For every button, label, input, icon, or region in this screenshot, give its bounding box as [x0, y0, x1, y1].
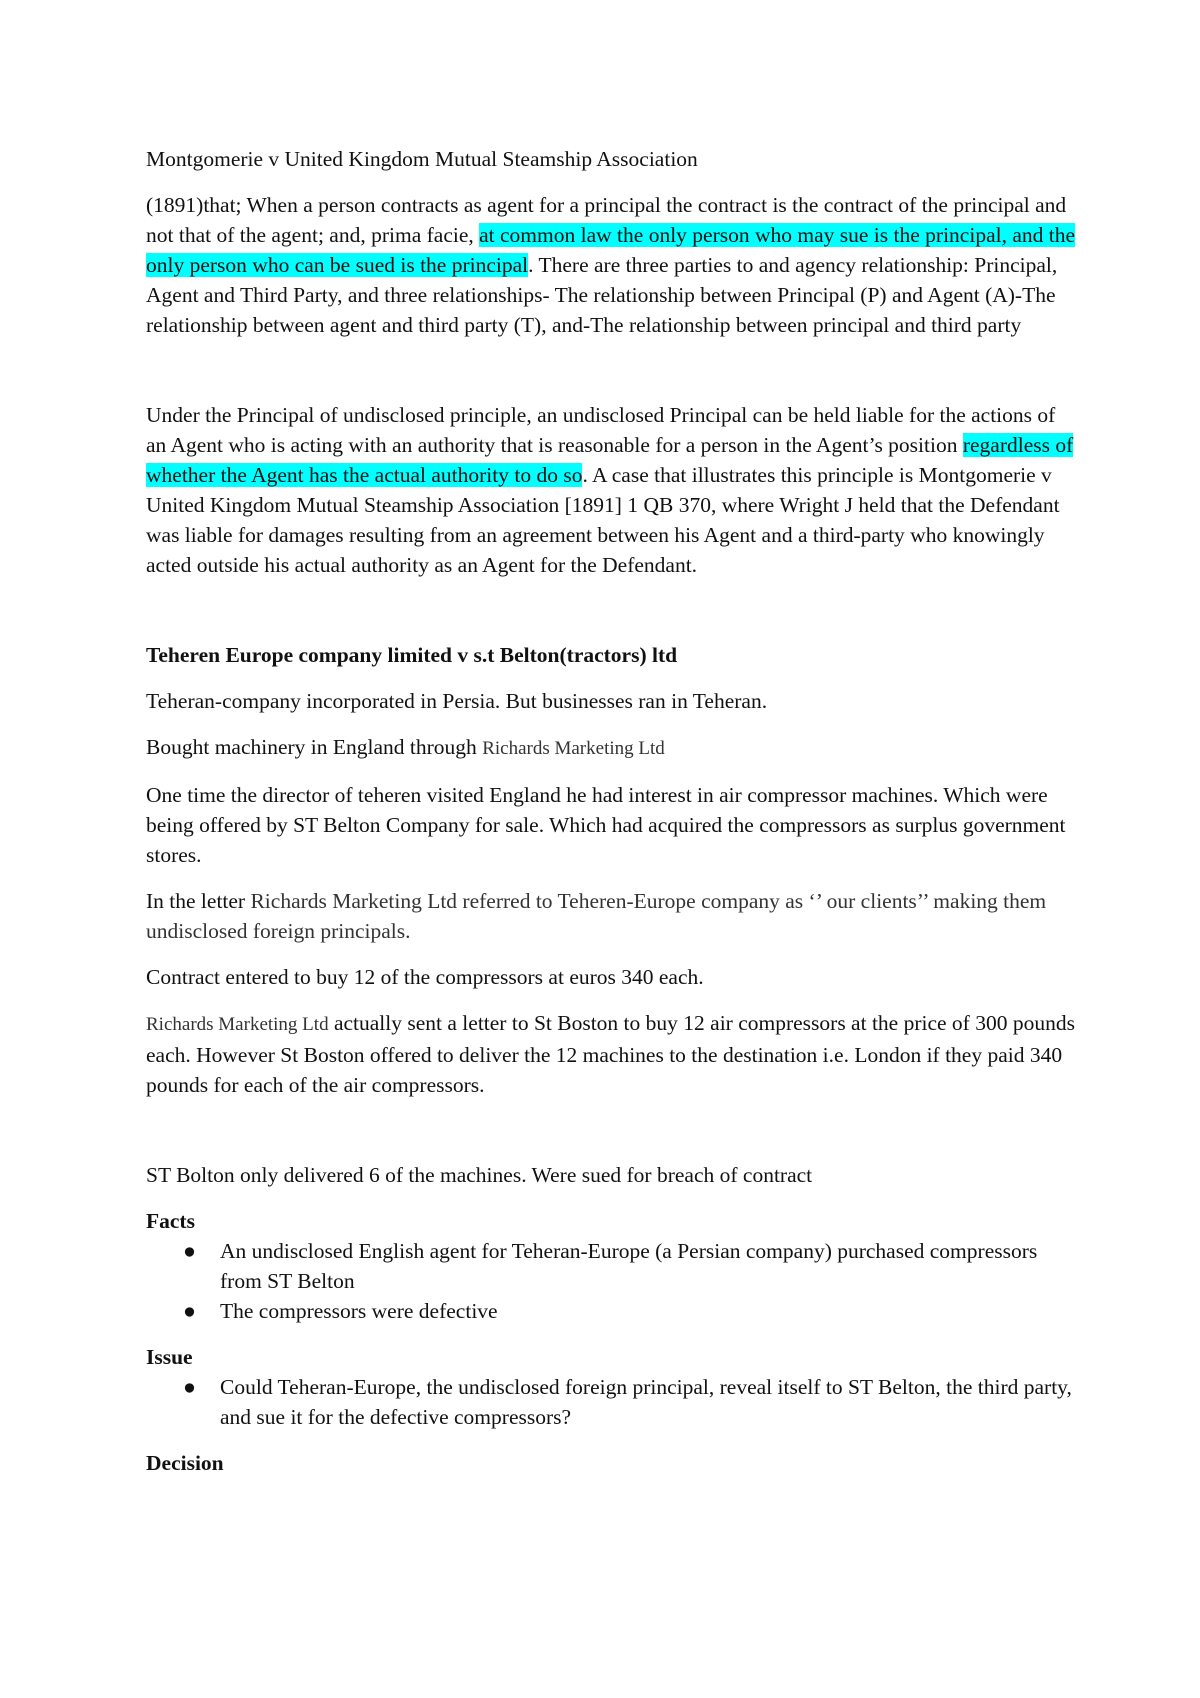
issue-list: [146, 1372, 1076, 1432]
paragraph-undisclosed-principal: [146, 400, 1076, 580]
paragraph-contract: Contract entered to buy 12 of the compressors at euros 340 each.: [146, 965, 704, 989]
agent-name: Richards Marketing Ltd: [146, 1014, 329, 1035]
paragraph-text: Bought machinery in England through: [146, 735, 483, 759]
paragraph-text: Under the Principal of undisclosed principle, an undisclosed Principal can be held liable for the actions of an Agent who is acting with an authority that is reasonable for a person in the Agent’s position: [146, 403, 1056, 457]
case-title-paragraph: Montgomerie v United Kingdom Mutual Steamship Association: [146, 147, 698, 171]
list-item-text: An undisclosed English agent for Teheran-Europe (a Persian company) purchased compressors from ST Belton: [220, 1239, 1038, 1293]
case-heading: Teheren Europe company limited v s.t Belton(tractors) ltd: [146, 643, 678, 667]
paragraph-montgomerie: [146, 190, 1076, 340]
bullet-icon: ●: [183, 1375, 196, 1399]
paragraph-delivery: ST Bolton only delivered 6 of the machines. Were sued for breach of contract: [146, 1163, 813, 1187]
list-item-text: The compressors were defective: [220, 1299, 498, 1323]
paragraph-agent-letter: [146, 1008, 1076, 1100]
paragraph-text: . A case that illustrates this principle is Montgomerie v United Kingdom Mutual Steamship Association [1891] 1 QB 370, where Wright J held that the Defendant was liable for damages resulting from an agreement between his Agent and a third-party who knowingly acted outside his actual authority as an Agent for the Defendant.: [146, 463, 1060, 577]
paragraph-letter: [146, 886, 1076, 946]
list-item: [146, 1296, 1076, 1326]
paragraph-text: (1891)that; When a person contracts as agent for a principal the contract is the contract of the principal and not that of the agent; and, prima facie,: [146, 193, 1067, 247]
paragraph-text: actually sent a letter to St Boston to buy 12 air compressors at the price of 300 pounds each. However St Boston offered to deliver the 12 machines to the destination i.e. London if they paid 340 pounds for each of the air compressors.: [146, 1011, 1075, 1097]
facts-list: [146, 1236, 1076, 1326]
paragraph-text: In the letter: [146, 889, 251, 913]
paragraph-text: . There are three parties to and agency relationship: Principal, Agent and Third Party, and three relationships- The relationship between Principal (P) and Agent (A)-The relationship between agent and third party (T), and-The relationship between principal and third party: [146, 253, 1058, 337]
document-body: [146, 144, 1076, 1478]
paragraph-director-visit: One time the director of teheren visited England he had interest in air compressor machines. Which were being offered by ST Belton Company for sale. Which had acquired the compressors as surplus government stores.: [146, 783, 1066, 867]
highlighted-text: at common law the only person who may sue is the principal, and the only person who can be sued is the principal: [146, 223, 1076, 277]
issue-heading: Issue: [146, 1345, 193, 1369]
bullet-icon: ●: [183, 1239, 196, 1263]
agent-name: Richards Marketing Ltd: [482, 738, 665, 759]
list-item: [146, 1372, 1076, 1432]
decision-heading: Decision: [146, 1451, 224, 1475]
list-item: [146, 1236, 1076, 1296]
bullet-icon: ●: [183, 1299, 196, 1323]
paragraph-bought-machinery: [146, 732, 1076, 764]
facts-heading: Facts: [146, 1209, 195, 1233]
highlighted-text: regardless of whether the Agent has the actual authority to do so: [146, 433, 1074, 487]
paragraph-text-grey: Richards Marketing Ltd referred to Teheren-Europe company as ‘’ our clients’’ making them undisclosed foreign principals.: [146, 889, 1047, 943]
paragraph-teheran-company: Teheran-company incorporated in Persia. But businesses ran in Teheran.: [146, 689, 768, 713]
list-item-text: Could Teheran-Europe, the undisclosed foreign principal, reveal itself to ST Belton, the third party, and sue it for the defective compressors?: [220, 1375, 1072, 1429]
